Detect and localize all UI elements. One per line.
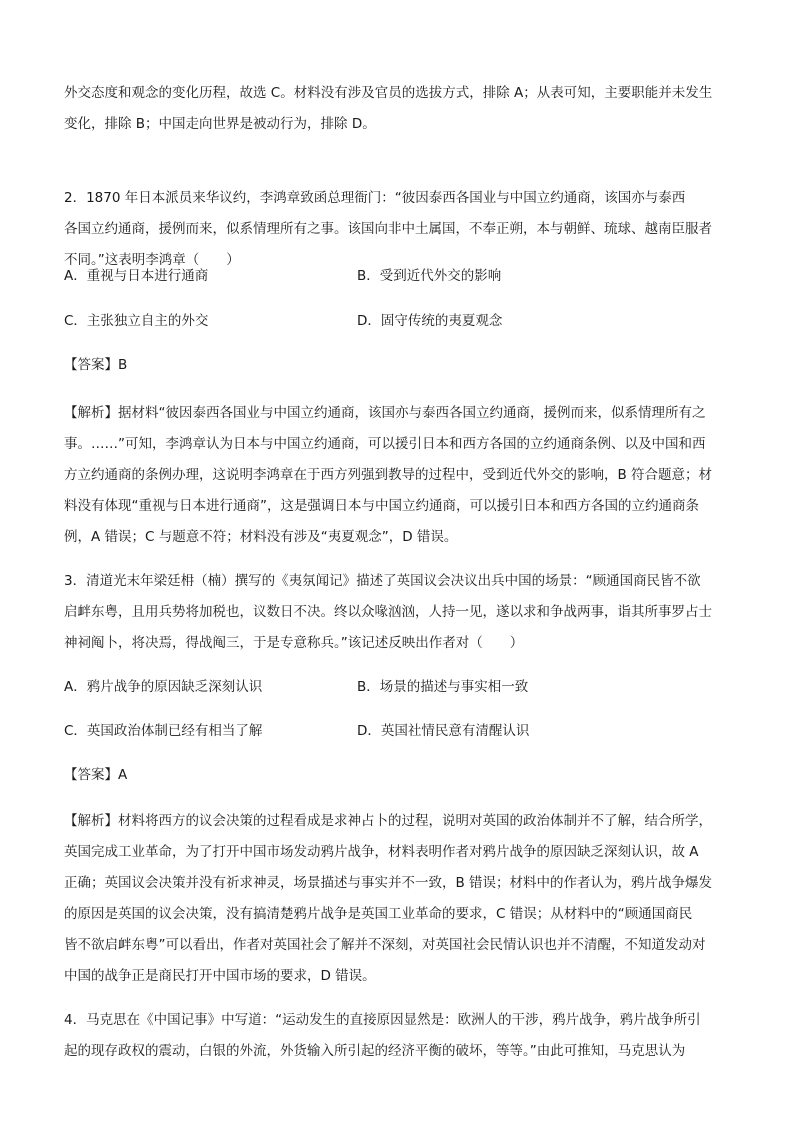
previous-analysis-continuation <box>64 78 736 140</box>
text-line: 【解析】据材料“彼因泰西各国业与中国立约通商，该国亦与泰西各国立约通商，援例而来，似系情理所有之 <box>64 405 706 421</box>
question-2-option-a: A．重视与日本进行通商 <box>64 268 209 284</box>
question-3-option-b: B．场景的描述与事实相一致 <box>357 679 529 695</box>
text-line: 神祠阄卜，将决焉，得战阄三，于是专意称兵。”该记述反映出作者对（ ） <box>64 635 524 651</box>
question-3-option-a: A．鸦片战争的原因缺乏深刻认识 <box>64 679 263 695</box>
text-line: 4．马克思在《中国记事》中写道：“运动发生的直接原因显然是：欧洲人的干涉，鸦片战争，鸦片战争所引 <box>64 1012 701 1028</box>
text-line: 不同。”这表明李鸿章（ ） <box>64 252 240 268</box>
text-line: 的原因是英国的议会决策，没有搞清楚鸦片战争是英国工业革命的要求，C 错误；从材料中的“顾通国商民 <box>64 906 693 922</box>
text-line: 各国立约通商，援例而来，似系情理所有之事。该国向非中土属国，不奉正朔，本与朝鲜、琉球、越南臣服者 <box>64 221 712 237</box>
question-3-answer: 【答案】A <box>64 767 128 783</box>
text-line: 方立约通商的条例办理，这说明李鸿章在于西方列强到教导的过程中，受到近代外交的影响，B 符合题意；材 <box>64 467 713 483</box>
text-line: 中国的战争正是商民打开中国市场的要求，D 错误。 <box>64 968 376 984</box>
question-4-stem <box>64 1005 736 1067</box>
text-line: 例，A 错误；C 与题意不符；材料没有涉及“夷夏观念”，D 错误。 <box>64 529 458 545</box>
question-2-option-d: D．固守传统的夷夏观念 <box>357 313 503 329</box>
text-line: 皆不欲启衅东粤”可以看出，作者对英国社会了解并不深刻，对英国社会民情认识也并不清醒，不知道发动对 <box>64 937 706 953</box>
question-2-answer: 【答案】B <box>64 357 128 373</box>
text-line: 英国完成工业革命，为了打开中国市场发动鸦片战争，材料表明作者对鸦片战争的原因缺乏深刻认识，故 A <box>64 844 699 860</box>
text-line: 【解析】材料将西方的议会决策的过程看成是求神占卜的过程，说明对英国的政治体制并不了解，结合所学， <box>64 813 712 829</box>
question-3-stem <box>64 566 736 659</box>
text-line: 料没有体现“重视与日本进行通商”，这是强调日本与中国立约通商，可以援引日本和西方各国的立约通商条 <box>64 498 699 514</box>
text-line: 事。……”可知，李鸿章认为日本与中国立约通商，可以援引日本和西方各国的立约通商条例、以及中国和西 <box>64 436 706 452</box>
text-line: 外交态度和观念的变化历程，故选 C。材料没有涉及官员的选拔方式，排除 A；从表可知，主要职能并未发生 <box>64 85 713 101</box>
text-line: 3．清道光末年梁廷枏（楠）撰写的《夷氛闻记》描述了英国议会决议出兵中国的场景：“顾通国商民皆不欲 <box>64 573 701 589</box>
question-2-option-c: C．主张独立自主的外交 <box>64 313 209 329</box>
text-line: 变化，排除 B；中国走向世界是被动行为，排除 D。 <box>64 116 376 132</box>
question-2-analysis <box>64 398 736 553</box>
question-2-stem <box>64 183 736 276</box>
text-line: 起的现存政权的震动，白银的外流，外货输入所引起的经济平衡的破坏，等等。”由此可推知，马克思认为 <box>64 1043 686 1059</box>
text-line: 2．1870 年日本派员来华议约，李鸿章致函总理衙门：“彼因泰西各国业与中国立约通商，该国亦与泰西 <box>64 190 686 206</box>
text-line: 正确；英国议会决策并没有祈求神灵，场景描述与事实并不一致，B 错误；材料中的作者认为，鸦片战争爆发 <box>64 875 713 891</box>
question-3-option-d: D．英国社情民意有清醒认识 <box>357 723 530 739</box>
question-3-option-c: C．英国政治体制已经有相当了解 <box>64 723 263 739</box>
text-line: 启衅东粤，且用兵势将加税也，议数日不决。终以众喙汹汹，人持一见，遂以求和争战两事，诣其所事罗占士 <box>64 604 712 620</box>
question-2-option-b: B．受到近代外交的影响 <box>357 268 502 284</box>
question-3-analysis <box>64 806 736 992</box>
